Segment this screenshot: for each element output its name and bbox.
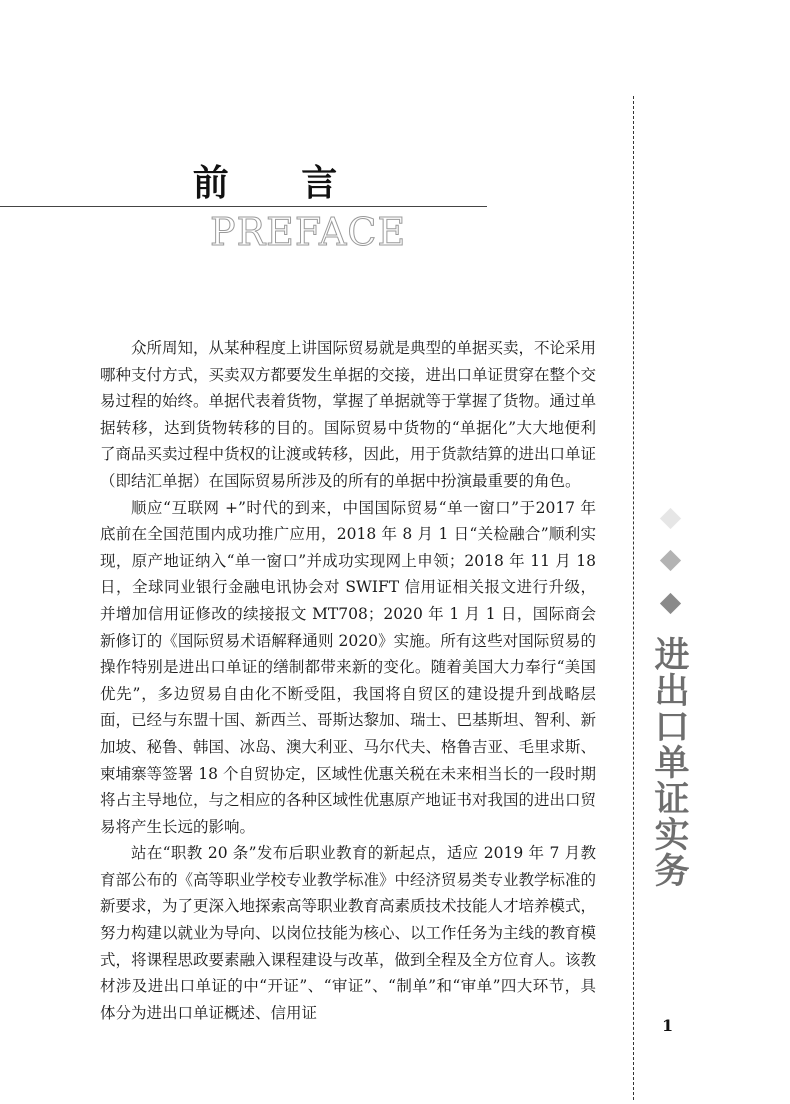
title-rule — [0, 206, 487, 207]
diamond-icon — [660, 593, 681, 614]
paragraph-1: 众所周知，从某种程度上讲国际贸易就是典型的单据买卖，不论采用哪种支付方式，买卖双方都要发生单据的交接，进出口单证贯穿在整个交易过程的始终。单据代表着货物，掌握了单据就等于掌握了货物。通过单据转移，达到货物转移的目的。国际贸易中货物的“单据化”大大地便利了商品买卖过程中货权的让渡或转移，因此，用于货款结算的进出口单证（即结汇单据）在国际贸易所涉及的所有的单据中扮演最重要的角色。 — [100, 339, 597, 490]
paragraph-3: 站在“职教 20 条”发布后职业教育的新起点，适应 2019 年 7 月教育部公布的《高等职业学校专业教学标准》中经济贸易类专业教学标准的新要求，为了更深入地探索高等职业教育高素质技术技能人才培养模式，努力构建以就业为导向、以岗位技能为核心、以工作任务为主线的教育模式，将课程思政要素融入课程建设与改革，做到全程及全方位育人。该教材涉及进出口单证的中“开证”、“审证”、“制单”和“审单”四大环节，具体分为进出口单证概述、信用证 — [100, 844, 597, 1022]
page-title: 前 言 — [192, 163, 368, 204]
page-number: 1 — [662, 1016, 674, 1035]
diamond-icon — [660, 550, 681, 571]
page-subtitle: PREFACE — [210, 210, 407, 254]
sidebar-book-title: 进出口单证实务 — [649, 636, 689, 888]
body-text — [100, 335, 596, 1026]
margin-dashed-line — [633, 96, 634, 1100]
diamond-icon — [660, 508, 681, 529]
paragraph-2: 顺应“互联网 +”时代的到来，中国国际贸易“单一窗口”于2017 年底前在全国范围内成功推广应用，2018 年 8 月 1 日“关检融合”顺利实现，原产地证纳入“单一窗口”并成功实现网上申领；2018 年 11 月 18 日，全球同业银行金融电讯协会对 SWIFT 信用证相关报文进行升级，并增加信用证修改的续接报文 MT708；2020 年 1 月 1 日，国际商会新修订的《国际贸易术语解释通则 2020》实施。所有这些对国际贸易的操作特别是进出口单证的缮制都带来新的变化。随着美国大力奉行“美国优先”，多边贸易自由化不断受阻，我国将自贸区的建设提升到战略层面，已经与东盟十国、新西兰、哥斯达黎加、瑞士、巴基斯坦、智利、新加坡、秘鲁、韩国、冰岛、澳大利亚、马尔代夫、格鲁吉亚、毛里求斯、柬埔寨等签署 18 个自贸协定，区域性优惠关税在未来相当长的一段时期将占主导地位，与之相应的各种区域性优惠原产地证书对我国的进出口贸易将产生长远的影响。 — [100, 498, 597, 836]
